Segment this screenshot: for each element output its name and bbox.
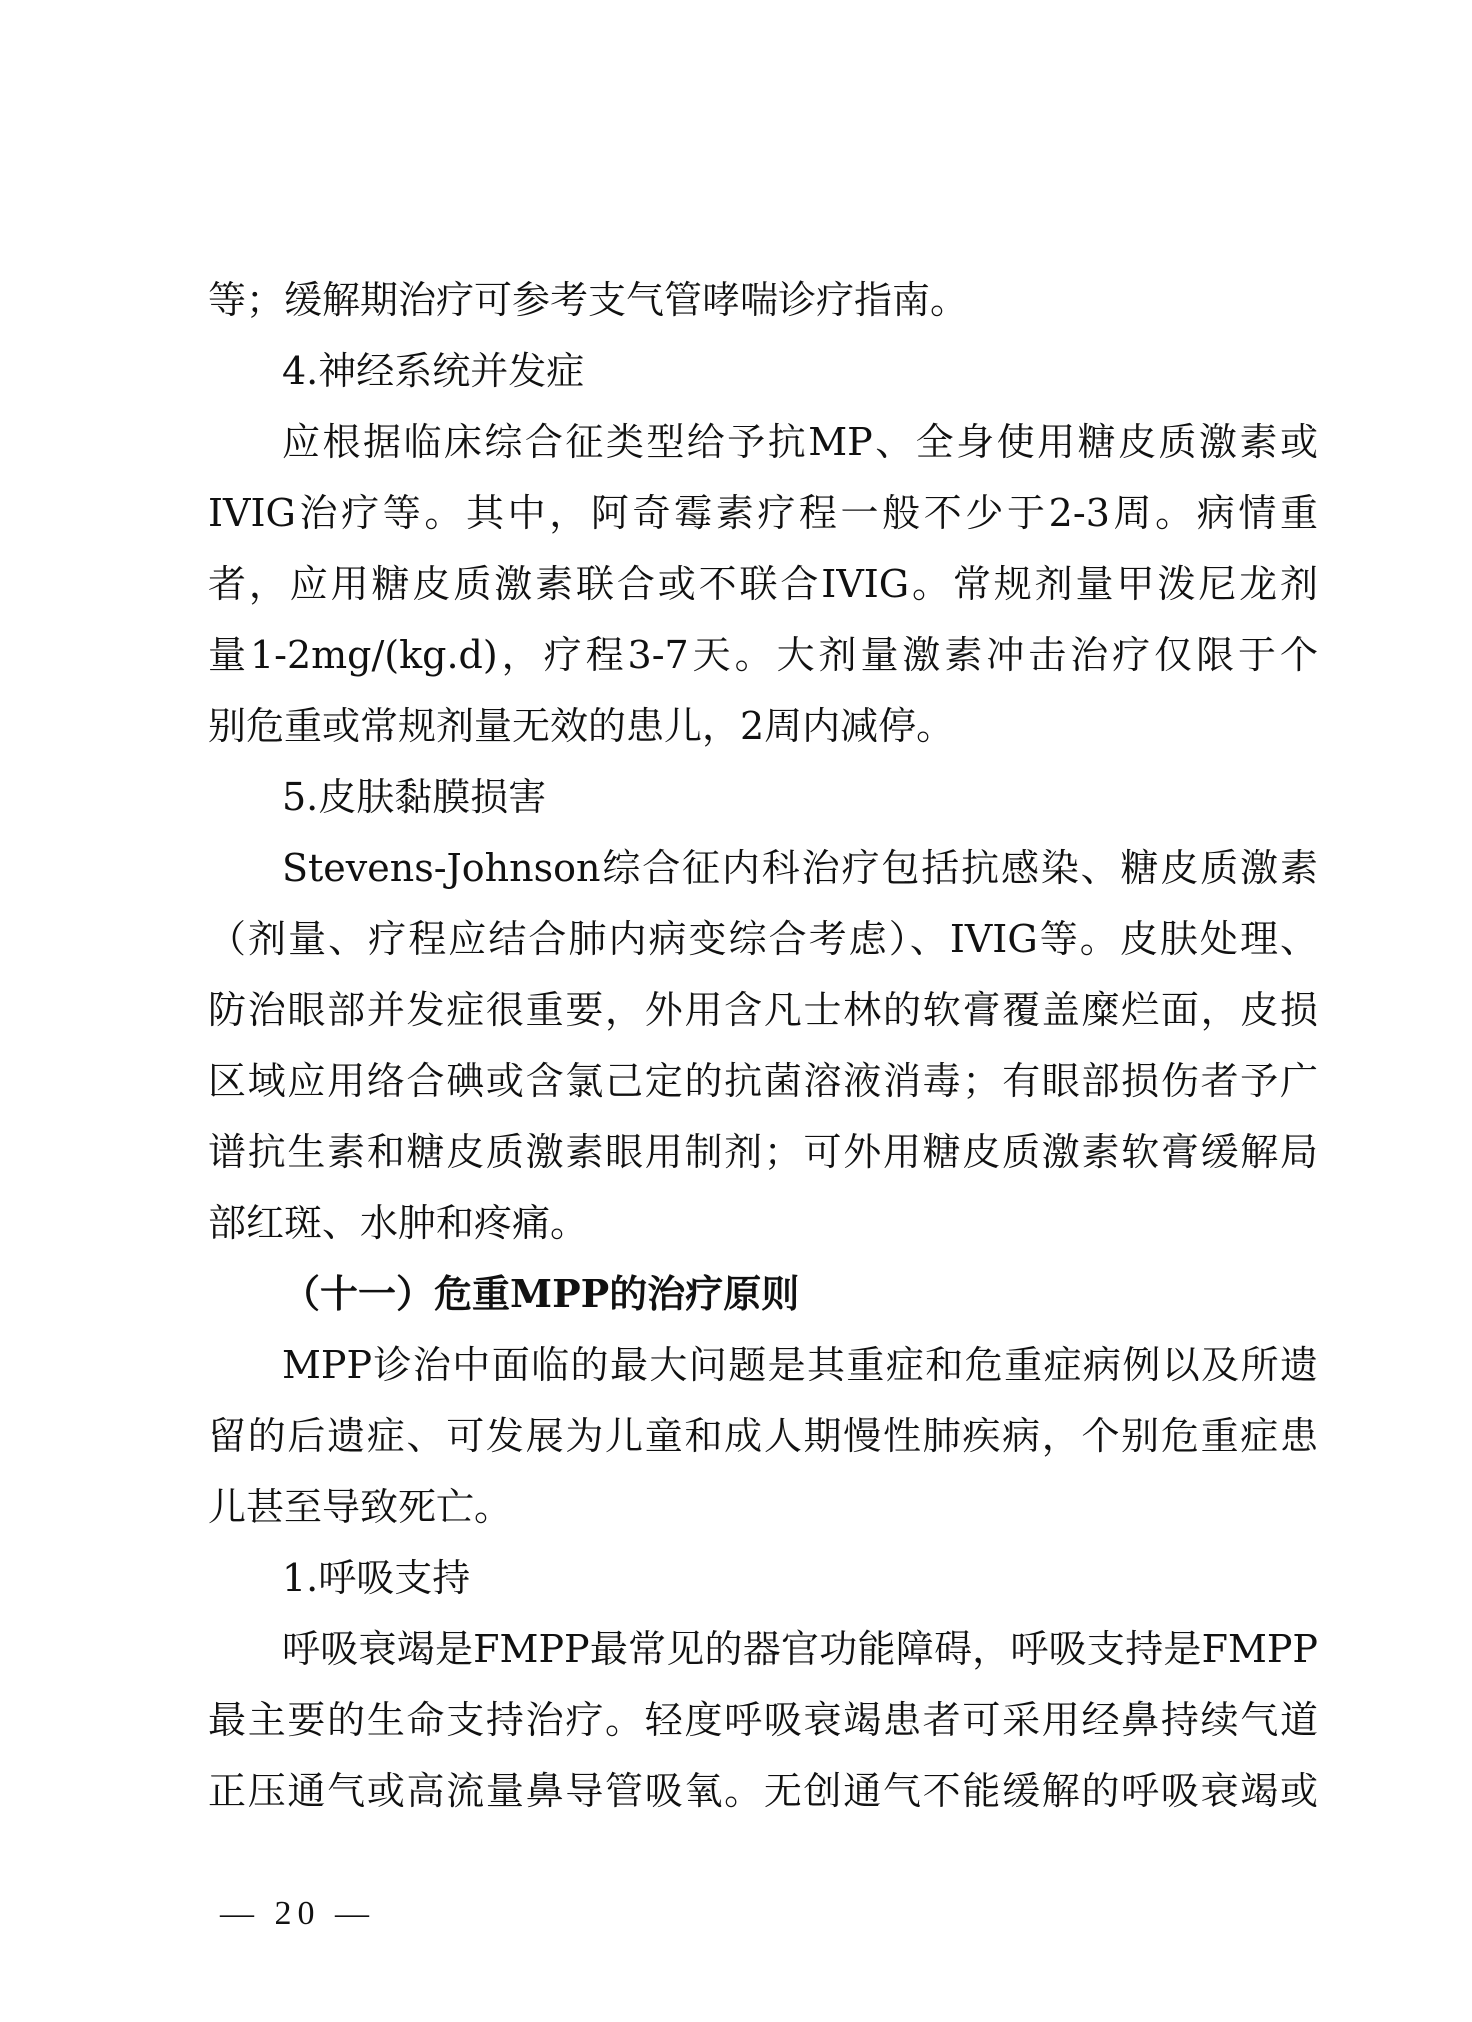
paragraph-line: 应根据临床综合征类型给予抗MP、全身使用糖皮质激素或 — [282, 420, 1318, 464]
section-heading: 1.呼吸支持 — [282, 1556, 471, 1600]
paragraph-line: （剂量、疗程应结合肺内病变综合考虑）、IVIG等。皮肤处理、 — [208, 917, 1318, 961]
paragraph-line: 者，应用糖皮质激素联合或不联合IVIG。常规剂量甲泼尼龙剂 — [208, 562, 1318, 606]
paragraph-line: 呼吸衰竭是FMPP最常见的器官功能障碍，呼吸支持是FMPP — [282, 1627, 1318, 1671]
section-heading: （十一）危重MPP的治疗原则 — [282, 1271, 800, 1316]
paragraph-line: 等；缓解期治疗可参考支气管哮喘诊疗指南。 — [208, 278, 969, 322]
paragraph-line: 区域应用络合碘或含氯己定的抗菌溶液消毒；有眼部损伤者予广 — [208, 1059, 1318, 1103]
section-heading: 4.神经系统并发症 — [282, 349, 585, 393]
paragraph-line: MPP诊治中面临的最大问题是其重症和危重症病例以及所遗 — [282, 1343, 1318, 1387]
page-number: — 20 — — [220, 1895, 375, 1932]
paragraph-line: 正压通气或高流量鼻导管吸氧。无创通气不能缓解的呼吸衰竭或 — [208, 1769, 1318, 1813]
section-heading: 5.皮肤黏膜损害 — [282, 775, 547, 819]
paragraph-line: 量1-2mg/(kg.d)，疗程3-7天。大剂量激素冲击治疗仅限于个 — [208, 633, 1318, 677]
paragraph-line: 最主要的生命支持治疗。轻度呼吸衰竭患者可采用经鼻持续气道 — [208, 1698, 1318, 1742]
paragraph-line: 防治眼部并发症很重要，外用含凡士林的软膏覆盖糜烂面，皮损 — [208, 988, 1318, 1032]
paragraph-line: 别危重或常规剂量无效的患儿，2周内减停。 — [208, 704, 955, 748]
paragraph-line: 谱抗生素和糖皮质激素眼用制剂；可外用糖皮质激素软膏缓解局 — [208, 1130, 1318, 1174]
paragraph-line: IVIG治疗等。其中，阿奇霉素疗程一般不少于2-3周。病情重 — [208, 491, 1318, 535]
paragraph-line: 儿甚至导致死亡。 — [208, 1485, 513, 1529]
paragraph-line: Stevens-Johnson综合征内科治疗包括抗感染、糖皮质激素 — [282, 846, 1318, 890]
paragraph-line: 部红斑、水肿和疼痛。 — [208, 1201, 589, 1245]
paragraph-line: 留的后遗症、可发展为儿童和成人期慢性肺疾病，个别危重症患 — [208, 1414, 1318, 1458]
